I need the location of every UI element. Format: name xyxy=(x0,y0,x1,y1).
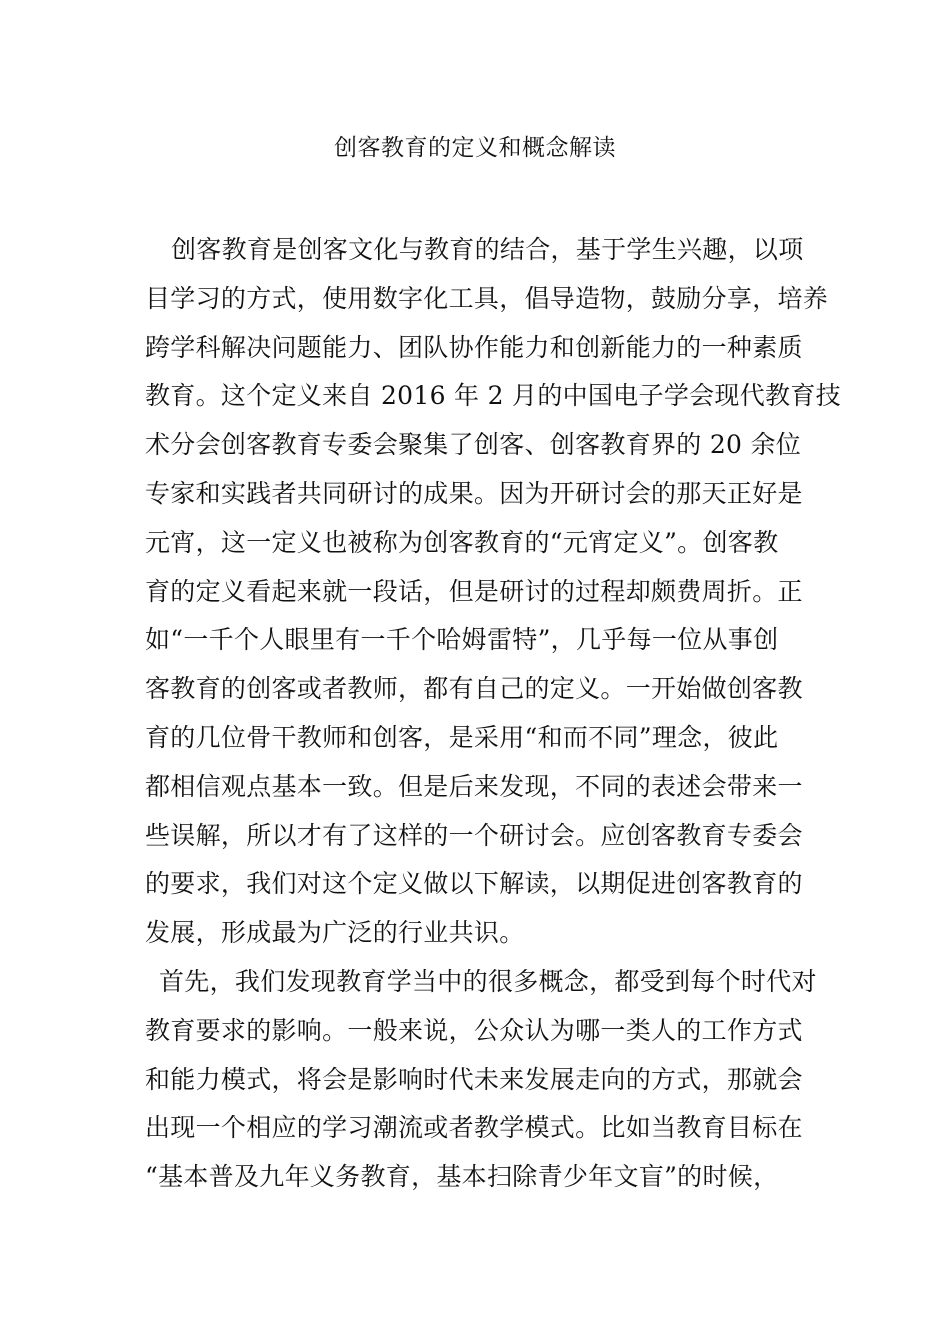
paragraph-1-line: 如“一千个人眼里有一千个哈姆雷特”，几乎每一位从事创 xyxy=(145,625,779,655)
paragraph-2-line: “基本普及九年义务教育，基本扫除青少年文盲”的时候， xyxy=(145,1162,779,1192)
paragraph-1-line: 的要求，我们对这个定义做以下解读，以期促进创客教育的 xyxy=(145,869,803,899)
paragraph-1-line: 目学习的方式，使用数字化工具，倡导造物，鼓励分享，培养 xyxy=(145,283,829,313)
paragraph-1-line: 术分会创客教育专委会聚集了创客、创客教育界的 20 余位 xyxy=(145,430,802,460)
paragraph-1-line: 些误解，所以才有了这样的一个研讨会。应创客教育专委会 xyxy=(145,820,803,850)
paragraph-2-line: 教育要求的影响。一般来说，公众认为哪一类人的工作方式 xyxy=(145,1015,803,1045)
paragraph-1-line: 创客教育是创客文化与教育的结合，基于学生兴趣，以项 xyxy=(171,235,804,264)
paragraph-1-line: 育的定义看起来就一段话，但是研讨的过程却颇费周折。正 xyxy=(145,576,803,606)
paragraph-1-line: 发展，形成最为广泛的行业共识。 xyxy=(145,918,525,948)
paragraph-1-line: 元宵，这一定义也被称为创客教育的“元宵定义”。创客教 xyxy=(145,527,779,557)
paragraph-1-line: 教育。这个定义来自 2016 年 2 月的中国电子学会现代教育技 xyxy=(145,381,841,411)
paragraph-1-line: 都相信观点基本一致。但是后来发现，不同的表述会带来一 xyxy=(145,771,803,801)
paragraph-1-line: 专家和实践者共同研讨的成果。因为开研讨会的那天正好是 xyxy=(145,478,803,508)
paragraph-2-line: 和能力模式，将会是影响时代未来发展走向的方式，那就会 xyxy=(145,1064,803,1094)
paragraph-2-line: 首先，我们发现教育学当中的很多概念，都受到每个时代对 xyxy=(159,966,817,996)
document-title: 创客教育的定义和概念解读 xyxy=(334,135,616,161)
document-body xyxy=(145,228,841,1204)
paragraph-1-line: 客教育的创客或者教师，都有自己的定义。一开始做创客教 xyxy=(145,674,803,704)
paragraph-1-line: 跨学科解决问题能力、团队协作能力和创新能力的一种素质 xyxy=(145,332,803,362)
paragraph-1-line: 育的几位骨干教师和创客，是采用“和而不同”理念，彼此 xyxy=(145,722,779,752)
paragraph-2-line: 出现一个相应的学习潮流或者教学模式。比如当教育目标在 xyxy=(145,1113,803,1143)
